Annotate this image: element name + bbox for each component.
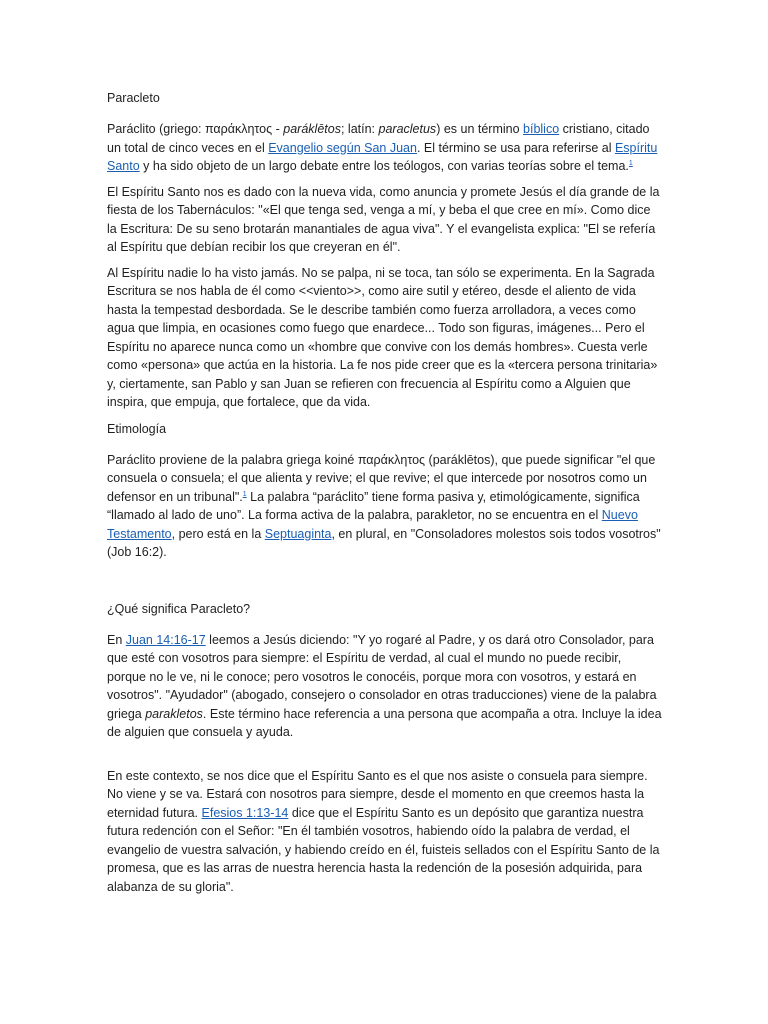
page-title: Paracleto [107,91,160,105]
link-nuevo-testamento[interactable]: Nuevo Testamento [107,508,638,541]
section-heading-que-significa: ¿Qué significa Paracleto? [107,601,251,616]
link-biblico[interactable]: bíblico [523,122,560,136]
link-septuaginta[interactable]: Septuaginta [264,526,332,541]
footnote-ref-1b[interactable]: 1 [242,490,247,498]
paragraph-etimologia: Paráclito proviene de la palabra griega koiné παράκλητος (paráklētos), que puede significar "el que consuela o consuela; el que alienta y revive; el que revive; el que intercede por nosotros como un defensor en un tribunal".$^1$ La palabra “paráclito” tiene forma pasiva y, etimológicamente, significa “llamado al lado de uno”. La forma activa de la palabra, parakletor, no se encuentra en el Nuevo Testamento, pero está en la Septuaginta, en plural, en "Consoladores molestos sois todos vosotros" (Job 16:2). [107,452,661,559]
paragraph-efesios: En este contexto, se nos dice que el Espíritu Santo es el que nos asiste o consuela para siempre. No viene y se va. Estará con nosotros para siempre, desde el momento en que creemos hasta la eternidad futura. Efesios 1:13-14 dice que el Espíritu Santo es un depósito que garantiza nuestra futura redención con el Señor: "En él también vosotros, habiendo oído la palabra de verdad, el evangelio de vuestra salvación, y habiendo creído en él, fuisteis sellados con el Espíritu Santo de la promesa, que es las arras de nuestra herencia hasta la redención de la posesión adquirida, para alabanza de su gloria". [107,768,660,894]
link-espiritu-santo[interactable]: Espíritu Santo [107,140,658,173]
link-juan-14-16-17[interactable]: Juan 14:16-17 [125,632,206,647]
link-evangelio-san-juan[interactable]: Evangelio según San Juan [268,140,417,155]
paragraph-espiritu-nueva-vida: El Espíritu Santo nos es dado con la nueva vida, como anuncia y promete Jesús el día grande de la fiesta de los Tabernáculos: "«El que tenga sed, venga a mí, y beba el que cree en mí». Como dice la Escritura: De su seno brotarán manantiales de agua viva". Y el evangelista explica: "El se refería al Espíritu que debían recibir los que creyeran en él". [107,184,660,254]
paragraph-juan: En Juan 14:16-17 leemos a Jesús diciendo: "Y yo rogaré al Padre, y os dará otro Consolador, para que esté con vosotros para siempre: el Espíritu de verdad, al cual el mundo no puede recibir, porque no le ve, ni le conoce; pero vosotros le conocéis, porque mora con vosotros, y estará en vosotros". "Ayudador" (abogado, consejero o consolador en otras traducciones) viene de la palabra griega parakletos. Este término hace referencia a una persona que acompaña a otra. Incluye la idea de alguien que consuela y ayuda. [107,632,662,739]
intro-paragraph: Paráclito (griego: παράκλητος - paráklētos; latín: paracletus) es un término bíblico cristiano, citado un total de cinco veces en el Evangelio según San Juan. El término se usa para referirse al Espíritu Santo y ha sido objeto de un largo debate entre los teólogos, con varias teorías sobre el tema.$^1$ [107,122,658,173]
footnote-ref-1[interactable]: 1 [628,160,633,167]
document-body [107,88,663,903]
link-efesios-1-13-14[interactable]: Efesios 1:13-14 [201,805,289,820]
section-heading-etimologia: Etimología [107,421,167,436]
paragraph-espiritu-nadie-visto: Al Espíritu nadie lo ha visto jamás. No se palpa, ni se toca, tan sólo se experimenta. En la Sagrada Escritura se nos habla de él como <<viento>>, como aire sutil y etéreo, desde el aliento de vida hasta la tempestad desbordada. Se le describe también como fuerza arrolladora, a veces como agua que limpia, en ocasiones como fuego que enardece... Todo son figuras, imágenes... Pero el Espíritu no aparece nunca como un «hombre que convive con los demás hombres». Cuesta verle como «persona» que actúa en la historia. La fe nos pide creer que es la «tercera persona trinitaria» y, ciertamente, san Pablo y san Juan se refieren con frecuencia al Espíritu como a Alguien que inspira, que empuja, que fortalece, que da vida. [107,265,658,409]
